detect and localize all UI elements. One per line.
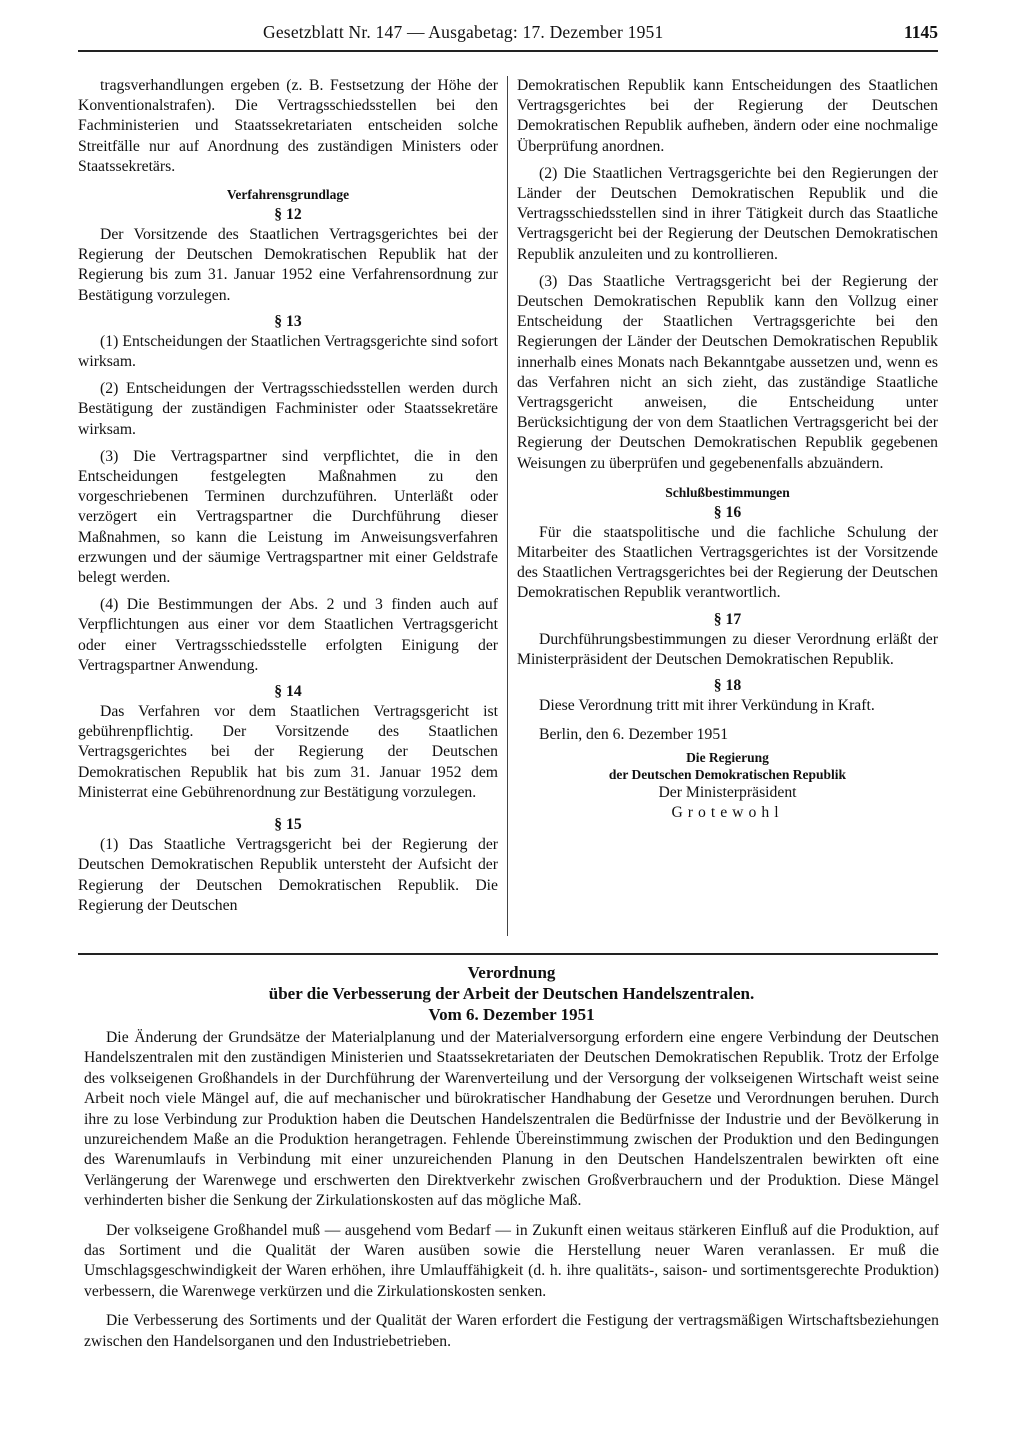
paragraph-13-4: (4) Die Bestimmungen der Abs. 2 und 3 finden auch auf Verpflichtungen aus einer vor dem Staatlichen Vertragsgericht oder einer Vertragsschiedsstelle erfolgten Einigung der Vertragspartner Anwendung. — [78, 596, 498, 674]
paragraph-15-2: (2) Die Staatlichen Vertragsgerichte bei den Regierungen der Länder der Deutschen Demokratischen Republik und die Vertragsschiedsstellen sind in ihrer Tätigkeit durch das Staatliche Vertragsgericht bei der Regierung der Deutschen Demokratischen Republik anzuleiten und zu kontrollieren. — [517, 164, 938, 263]
paragraph-17-title: § 17 — [713, 610, 742, 628]
paragraph-13-2: (2) Entscheidungen der Vertragsschiedsstellen werden durch Bestätigung der zuständigen Fachminister oder Staatssekretäre wirksam. — [78, 380, 498, 438]
header-rule — [78, 50, 938, 52]
decree-paragraph-3: Die Verbesserung des Sortiments und der Qualität der Waren erfordert die Festigung der vertragsmäßigen Wirtschaftsbeziehungen zwischen den Handelsorganen und den Industriebetrieben. — [84, 1312, 939, 1350]
decree-title-line3: Vom 6. Dezember 1951 — [428, 1005, 595, 1024]
paragraph-18-title: § 18 — [713, 677, 742, 695]
section-heading-verfahrensgrundlage: Verfahrensgrundlage — [226, 187, 350, 203]
left-column — [78, 76, 498, 916]
paragraph-13-3: (3) Die Vertragspartner sind verpflichtet, die in den Entscheidungen festgelegten Maßnahmen zu den vorgeschriebenen Terminen durchzuführen. Unterläßt oder verzögert ein Vertragspartner die Durchführung dieser Maßnahmen, so kann die Leistung im Anweisungsverfahren erzwungen und der säumige Vertragspartner mit einer Geldstrafe belegt werden. — [78, 447, 498, 587]
paragraph-17-text: Durchführungsbestimmungen zu dieser Verordnung erläßt der Ministerpräsident der Deutschen Demokratischen Republik. — [517, 630, 938, 668]
section-rule — [78, 953, 938, 955]
signature-place-date: Berlin, den 6. Dezember 1951 — [539, 726, 729, 744]
decree-section — [84, 962, 939, 1352]
decree-paragraph-2: Der volkseigene Großhandel muß — ausgehend vom Bedarf — in Zukunft einen weitaus stärkeren Einfluß auf die Produktion, auf das Sortiment und die Qualität der Waren ausüben sowie die Herstellung neuer Waren veranlassen. Er muß die Umschlagsgeschwindigkeit der Waren erhöhen, ihre Umlauffähigkeit (d. h. ihre qualitäts-, saison- und sortimentsgerechte Produktion) verbessern, die Warenwege verkürzen und die Zirkulationskosten senken. — [84, 1221, 939, 1300]
left-intro: tragsverhandlungen ergeben (z. B. Festsetzung der Höhe der Konventionalstrafen). Die Vertragsschiedsstellen bei den Fachministerien und Staatssekretariaten entscheiden solche Streitfälle nur auf Anordnung des zuständigen Ministers oder Staatssekretärs. — [78, 77, 498, 175]
paragraph-15-title: § 15 — [274, 816, 302, 834]
decree-paragraph-1: Die Änderung der Grundsätze der Materialplanung und der Materialversorgung erfordern eine engere Verbindung der Deutschen Handelszentralen mit den zuständigen Ministerien und Staatssekretariaten der Deutschen Demokratischen Republik. Trotz der Erfolge des volkseigenen Großhandels in der Durchführung der Warenverteilung und der Versorgung der volkseigenen Wirtschaft weist seine Arbeit noch viele Mängel auf, die auf mechanischer und bürokratischer Handhabung der Gesetze und Verordnungen beruhen. Durch ihre zu lose Verbindung zur Produktion haben die Deutschen Handelszentralen die Bedürfnisse der Industrie und der Bevölkerung in unzureichendem Maße an die Produktion herangetragen. Fehlende Übereinstimmung zwischen der Produktion und den Bedingungen des Warenumlaufs in Verbindung mit einer unzureichenden Planung in den Deutschen Handelszentralen bewirkten oft eine Verlängerung der Warenwege und erschwerten den Direktverkehr zwischen Großverbrauchern und der Produktion. Diese Mängel verhinderten bisher die Senkung der Zirkulationskosten auf das mögliche Maß. — [84, 1029, 939, 1210]
decree-title-line2: über die Verbesserung der Arbeit der Deutschen Handelszentralen. — [268, 984, 755, 1003]
paragraph-12-title: § 12 — [274, 206, 302, 224]
column-divider — [507, 76, 508, 936]
decree-title-line1: Verordnung — [467, 963, 556, 982]
signature-name: Grotewohl — [671, 804, 784, 822]
paragraph-18-text: Diese Verordnung tritt mit ihrer Verkündung in Kraft. — [539, 697, 875, 715]
paragraph-14-text: Das Verfahren vor dem Staatlichen Vertragsgericht ist gebührenpflichtig. Der Vorsitzende des Staatlichen Vertragsgerichtes bei der Regierung der Deutschen Demokratischen Republik hat bis zum 31. Januar 1952 dem Ministerrat eine Gebührenordnung zur Bestätigung vorzulegen. — [78, 703, 498, 801]
paragraph-15-3: (3) Das Staatliche Vertragsgericht bei der Regierung der Deutschen Demokratischen Republik kann den Vollzug einer Entscheidung der Staatlichen Vertragsgerichte bei den Regierungen der Länder der Deutschen Demokratischen Republik innerhalb eines Monats nach Bekanntgabe aussetzen und, wenn es das Verfahren nicht an sich zieht, das zuständige Staatliche Vertragsgericht anweisen, die Entscheidung unter Berücksichtigung der von dem Staatlichen Vertragsgericht bei der Regierung der Deutschen Demokratischen Republik gegebenen Weisungen zu überprüfen und gegebenenfalls abzuändern. — [517, 272, 938, 472]
decree-body — [84, 1028, 939, 1352]
paragraph-14-title: § 14 — [274, 683, 302, 701]
signature-org-line1: Die Regierung — [686, 750, 769, 766]
header-title: Gesetzblatt Nr. 147 — Ausgabetag: 17. Dezember 1951 — [263, 22, 664, 42]
section-heading-schlussbestimmungen: Schlußbestimmungen — [665, 484, 790, 500]
page-number: 1145 — [903, 22, 938, 42]
right-column — [517, 76, 938, 823]
signature-title: Der Ministerpräsident — [658, 784, 797, 802]
paragraph-16-text: Für die staatspolitische und die fachliche Schulung der Mitarbeiter des Staatlichen Vertragsgerichtes ist der Vorsitzende des Staatlichen Vertragsgerichtes bei der Regierung der Deutschen Demokratischen Republik verantwortlich. — [517, 523, 938, 602]
paragraph-13-1: (1) Entscheidungen der Staatlichen Vertragsgerichte sind sofort wirksam. — [78, 332, 498, 371]
signature-org-line2: der Deutschen Demokratischen Republik — [608, 767, 847, 783]
paragraph-12-text: Der Vorsitzende des Staatlichen Vertragsgerichtes bei der Regierung der Deutschen Demokratischen Republik hat der Regierung bis zum 31. Januar 1952 eine Verfahrensordnung zur Bestätigung vorzulegen. — [78, 226, 498, 304]
paragraph-13-title: § 13 — [274, 312, 302, 330]
paragraph-16-title: § 16 — [713, 503, 742, 521]
page-header — [78, 22, 938, 52]
paragraph-15-1-start: (1) Das Staatliche Vertragsgericht bei der Regierung der Deutschen Demokratischen Republik untersteht der Aufsicht der Regierung der Deutschen Demokratischen Republik. Die Regierung der Deutschen — [78, 836, 498, 914]
paragraph-15-1-continued: Demokratischen Republik kann Entscheidungen des Staatlichen Vertragsgerichtes bei der Regierung der Deutschen Demokratischen Republik aufheben, ändern oder eine nochmalige Überprüfung anordnen. — [517, 77, 938, 155]
